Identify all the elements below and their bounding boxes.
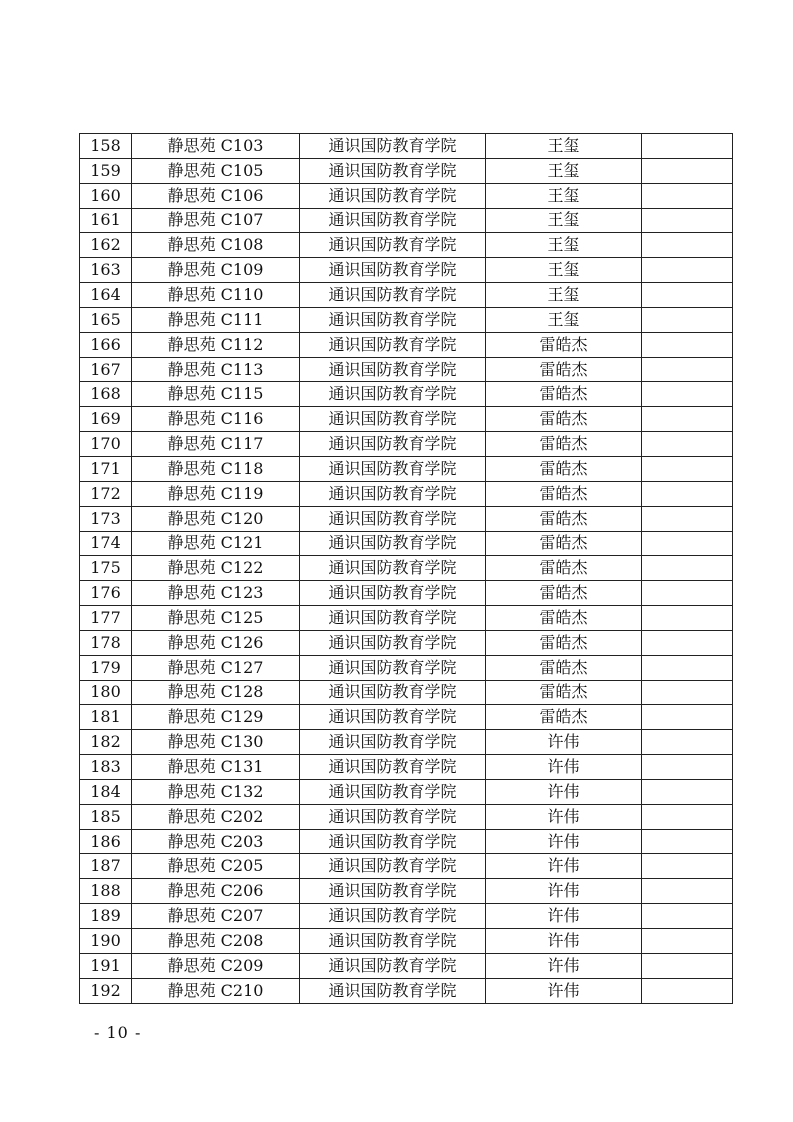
row-number-cell: 186 xyxy=(80,829,132,854)
row-number-cell: 170 xyxy=(80,432,132,457)
college-cell: 通识国防教育学院 xyxy=(300,382,486,407)
table-row xyxy=(80,904,733,929)
room-cell: 静思苑 C120 xyxy=(132,506,300,531)
note-cell xyxy=(642,779,733,804)
person-cell: 许伟 xyxy=(486,779,642,804)
person-cell: 许伟 xyxy=(486,829,642,854)
college-cell: 通识国防教育学院 xyxy=(300,630,486,655)
person-cell: 许伟 xyxy=(486,730,642,755)
table-row xyxy=(80,705,733,730)
person-cell: 雷皓杰 xyxy=(486,630,642,655)
note-cell xyxy=(642,953,733,978)
person-cell: 雷皓杰 xyxy=(486,531,642,556)
person-cell: 雷皓杰 xyxy=(486,606,642,631)
person-cell: 王玺 xyxy=(486,158,642,183)
college-cell: 通识国防教育学院 xyxy=(300,183,486,208)
person-cell: 雷皓杰 xyxy=(486,581,642,606)
note-cell xyxy=(642,134,733,159)
college-cell: 通识国防教育学院 xyxy=(300,655,486,680)
room-cell: 静思苑 C123 xyxy=(132,581,300,606)
table-row xyxy=(80,183,733,208)
college-cell: 通识国防教育学院 xyxy=(300,158,486,183)
row-number-cell: 162 xyxy=(80,233,132,258)
table-row xyxy=(80,208,733,233)
person-cell: 雷皓杰 xyxy=(486,481,642,506)
person-cell: 王玺 xyxy=(486,134,642,159)
table-row xyxy=(80,854,733,879)
college-cell: 通识国防教育学院 xyxy=(300,829,486,854)
row-number-cell: 166 xyxy=(80,332,132,357)
row-number-cell: 177 xyxy=(80,606,132,631)
person-cell: 王玺 xyxy=(486,183,642,208)
row-number-cell: 159 xyxy=(80,158,132,183)
note-cell xyxy=(642,655,733,680)
college-cell: 通识国防教育学院 xyxy=(300,208,486,233)
room-cell: 静思苑 C112 xyxy=(132,332,300,357)
note-cell xyxy=(642,183,733,208)
note-cell xyxy=(642,357,733,382)
table-row xyxy=(80,978,733,1003)
table-row xyxy=(80,158,733,183)
college-cell: 通识国防教育学院 xyxy=(300,581,486,606)
room-cell: 静思苑 C209 xyxy=(132,953,300,978)
college-cell: 通识国防教育学院 xyxy=(300,233,486,258)
person-cell: 许伟 xyxy=(486,879,642,904)
college-cell: 通识国防教育学院 xyxy=(300,854,486,879)
person-cell: 许伟 xyxy=(486,978,642,1003)
table-row xyxy=(80,655,733,680)
room-cell: 静思苑 C122 xyxy=(132,556,300,581)
room-cell: 静思苑 C125 xyxy=(132,606,300,631)
college-cell: 通识国防教育学院 xyxy=(300,680,486,705)
college-cell: 通识国防教育学院 xyxy=(300,953,486,978)
college-cell: 通识国防教育学院 xyxy=(300,456,486,481)
room-cell: 静思苑 C105 xyxy=(132,158,300,183)
person-cell: 雷皓杰 xyxy=(486,705,642,730)
row-number-cell: 175 xyxy=(80,556,132,581)
room-cell: 静思苑 C106 xyxy=(132,183,300,208)
note-cell xyxy=(642,432,733,457)
room-cell: 静思苑 C205 xyxy=(132,854,300,879)
room-cell: 静思苑 C121 xyxy=(132,531,300,556)
table-row xyxy=(80,779,733,804)
row-number-cell: 178 xyxy=(80,630,132,655)
note-cell xyxy=(642,854,733,879)
room-cell: 静思苑 C118 xyxy=(132,456,300,481)
row-number-cell: 189 xyxy=(80,904,132,929)
table-row xyxy=(80,730,733,755)
row-number-cell: 179 xyxy=(80,655,132,680)
row-number-cell: 169 xyxy=(80,407,132,432)
row-number-cell: 182 xyxy=(80,730,132,755)
table-row xyxy=(80,804,733,829)
person-cell: 雷皓杰 xyxy=(486,432,642,457)
room-cell: 静思苑 C110 xyxy=(132,283,300,308)
room-cell: 静思苑 C130 xyxy=(132,730,300,755)
room-cell: 静思苑 C109 xyxy=(132,258,300,283)
note-cell xyxy=(642,307,733,332)
note-cell xyxy=(642,208,733,233)
note-cell xyxy=(642,755,733,780)
row-number-cell: 188 xyxy=(80,879,132,904)
room-cell: 静思苑 C103 xyxy=(132,134,300,159)
table-row xyxy=(80,481,733,506)
room-cell: 静思苑 C127 xyxy=(132,655,300,680)
row-number-cell: 165 xyxy=(80,307,132,332)
table-row xyxy=(80,332,733,357)
table-row xyxy=(80,556,733,581)
table-row xyxy=(80,283,733,308)
college-cell: 通识国防教育学院 xyxy=(300,407,486,432)
table-row xyxy=(80,307,733,332)
table-row xyxy=(80,407,733,432)
row-number-cell: 160 xyxy=(80,183,132,208)
note-cell xyxy=(642,581,733,606)
note-cell xyxy=(642,929,733,954)
row-number-cell: 184 xyxy=(80,779,132,804)
note-cell xyxy=(642,730,733,755)
college-cell: 通识国防教育学院 xyxy=(300,481,486,506)
note-cell xyxy=(642,158,733,183)
note-cell xyxy=(642,258,733,283)
row-number-cell: 158 xyxy=(80,134,132,159)
person-cell: 雷皓杰 xyxy=(486,382,642,407)
person-cell: 王玺 xyxy=(486,307,642,332)
room-cell: 静思苑 C203 xyxy=(132,829,300,854)
table-row xyxy=(80,879,733,904)
row-number-cell: 173 xyxy=(80,506,132,531)
table-row xyxy=(80,680,733,705)
row-number-cell: 190 xyxy=(80,929,132,954)
college-cell: 通识国防教育学院 xyxy=(300,804,486,829)
person-cell: 许伟 xyxy=(486,953,642,978)
row-number-cell: 161 xyxy=(80,208,132,233)
room-cell: 静思苑 C115 xyxy=(132,382,300,407)
college-cell: 通识国防教育学院 xyxy=(300,755,486,780)
college-cell: 通识国防教育学院 xyxy=(300,357,486,382)
table-row xyxy=(80,630,733,655)
table-row xyxy=(80,531,733,556)
person-cell: 许伟 xyxy=(486,854,642,879)
note-cell xyxy=(642,456,733,481)
table-row xyxy=(80,606,733,631)
note-cell xyxy=(642,630,733,655)
room-cell: 静思苑 C131 xyxy=(132,755,300,780)
person-cell: 许伟 xyxy=(486,904,642,929)
note-cell xyxy=(642,407,733,432)
room-cell: 静思苑 C107 xyxy=(132,208,300,233)
room-cell: 静思苑 C111 xyxy=(132,307,300,332)
room-cell: 静思苑 C129 xyxy=(132,705,300,730)
college-cell: 通识国防教育学院 xyxy=(300,432,486,457)
room-cell: 静思苑 C119 xyxy=(132,481,300,506)
table-row xyxy=(80,829,733,854)
table-row xyxy=(80,233,733,258)
room-cell: 静思苑 C113 xyxy=(132,357,300,382)
person-cell: 王玺 xyxy=(486,258,642,283)
note-cell xyxy=(642,904,733,929)
row-number-cell: 183 xyxy=(80,755,132,780)
college-cell: 通识国防教育学院 xyxy=(300,779,486,804)
room-cell: 静思苑 C206 xyxy=(132,879,300,904)
room-assignment-table xyxy=(79,133,733,1004)
person-cell: 雷皓杰 xyxy=(486,456,642,481)
table-row xyxy=(80,506,733,531)
college-cell: 通识国防教育学院 xyxy=(300,705,486,730)
row-number-cell: 168 xyxy=(80,382,132,407)
note-cell xyxy=(642,382,733,407)
college-cell: 通识国防教育学院 xyxy=(300,879,486,904)
college-cell: 通识国防教育学院 xyxy=(300,606,486,631)
note-cell xyxy=(642,283,733,308)
person-cell: 雷皓杰 xyxy=(486,680,642,705)
note-cell xyxy=(642,705,733,730)
room-cell: 静思苑 C207 xyxy=(132,904,300,929)
page-number: - 10 - xyxy=(94,1023,142,1042)
person-cell: 雷皓杰 xyxy=(486,357,642,382)
note-cell xyxy=(642,829,733,854)
college-cell: 通识国防教育学院 xyxy=(300,929,486,954)
row-number-cell: 191 xyxy=(80,953,132,978)
person-cell: 许伟 xyxy=(486,804,642,829)
table-row xyxy=(80,382,733,407)
row-number-cell: 167 xyxy=(80,357,132,382)
college-cell: 通识国防教育学院 xyxy=(300,978,486,1003)
college-cell: 通识国防教育学院 xyxy=(300,307,486,332)
note-cell xyxy=(642,506,733,531)
room-cell: 静思苑 C208 xyxy=(132,929,300,954)
note-cell xyxy=(642,978,733,1003)
person-cell: 雷皓杰 xyxy=(486,407,642,432)
room-cell: 静思苑 C128 xyxy=(132,680,300,705)
college-cell: 通识国防教育学院 xyxy=(300,556,486,581)
note-cell xyxy=(642,879,733,904)
note-cell xyxy=(642,606,733,631)
table-row xyxy=(80,929,733,954)
room-cell: 静思苑 C202 xyxy=(132,804,300,829)
person-cell: 许伟 xyxy=(486,929,642,954)
room-cell: 静思苑 C116 xyxy=(132,407,300,432)
row-number-cell: 180 xyxy=(80,680,132,705)
college-cell: 通识国防教育学院 xyxy=(300,531,486,556)
row-number-cell: 164 xyxy=(80,283,132,308)
person-cell: 雷皓杰 xyxy=(486,655,642,680)
table-row xyxy=(80,953,733,978)
table-row xyxy=(80,581,733,606)
row-number-cell: 187 xyxy=(80,854,132,879)
room-cell: 静思苑 C210 xyxy=(132,978,300,1003)
note-cell xyxy=(642,531,733,556)
note-cell xyxy=(642,481,733,506)
note-cell xyxy=(642,233,733,258)
note-cell xyxy=(642,556,733,581)
row-number-cell: 181 xyxy=(80,705,132,730)
room-cell: 静思苑 C126 xyxy=(132,630,300,655)
row-number-cell: 192 xyxy=(80,978,132,1003)
person-cell: 雷皓杰 xyxy=(486,332,642,357)
room-cell: 静思苑 C117 xyxy=(132,432,300,457)
college-cell: 通识国防教育学院 xyxy=(300,134,486,159)
person-cell: 王玺 xyxy=(486,283,642,308)
college-cell: 通识国防教育学院 xyxy=(300,506,486,531)
row-number-cell: 185 xyxy=(80,804,132,829)
table-row xyxy=(80,755,733,780)
row-number-cell: 172 xyxy=(80,481,132,506)
college-cell: 通识国防教育学院 xyxy=(300,904,486,929)
person-cell: 雷皓杰 xyxy=(486,506,642,531)
room-cell: 静思苑 C108 xyxy=(132,233,300,258)
college-cell: 通识国防教育学院 xyxy=(300,258,486,283)
note-cell xyxy=(642,332,733,357)
college-cell: 通识国防教育学院 xyxy=(300,283,486,308)
room-cell: 静思苑 C132 xyxy=(132,779,300,804)
note-cell xyxy=(642,680,733,705)
person-cell: 雷皓杰 xyxy=(486,556,642,581)
college-cell: 通识国防教育学院 xyxy=(300,730,486,755)
row-number-cell: 176 xyxy=(80,581,132,606)
table-row xyxy=(80,432,733,457)
table-row xyxy=(80,456,733,481)
table-row xyxy=(80,134,733,159)
college-cell: 通识国防教育学院 xyxy=(300,332,486,357)
person-cell: 王玺 xyxy=(486,233,642,258)
person-cell: 王玺 xyxy=(486,208,642,233)
row-number-cell: 174 xyxy=(80,531,132,556)
row-number-cell: 171 xyxy=(80,456,132,481)
table-body xyxy=(80,134,733,1004)
row-number-cell: 163 xyxy=(80,258,132,283)
person-cell: 许伟 xyxy=(486,755,642,780)
table-row xyxy=(80,357,733,382)
note-cell xyxy=(642,804,733,829)
table-row xyxy=(80,258,733,283)
